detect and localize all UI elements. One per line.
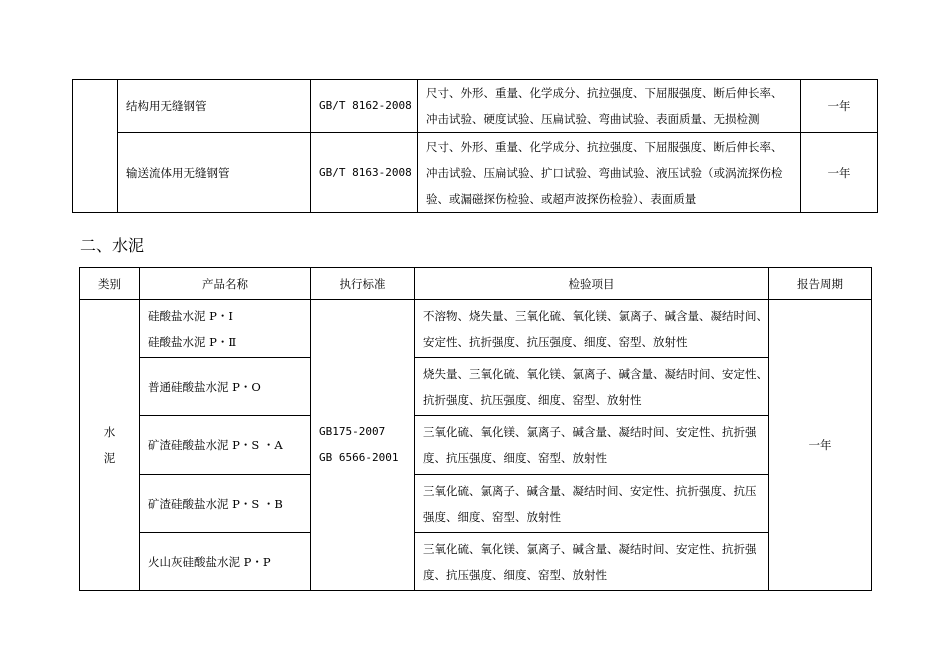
inspection-items-cell: 三氧化硫、氯离子、碱含量、凝结时间、安定性、抗折强度、抗压 强度、细度、窑型、放射性 (415, 475, 769, 533)
inspection-items-cell: 烧失量、三氧化硫、氧化镁、氯离子、碱含量、凝结时间、安定性、 抗折强度、抗压强度、细度、窑型、放射性 (415, 358, 769, 416)
inspection-items-cell: 尺寸、外形、重量、化学成分、抗拉强度、下屈服强度、断后伸长率、 冲击试验、压扁试验、扩口试验、弯曲试验、液压试验（或涡流探伤检 验、或漏磁探伤检验、或超声波探伤检验）、表面质量 (418, 133, 801, 213)
table-row (73, 133, 878, 213)
product-name-cell: 火山灰硅酸盐水泥 P・P (140, 533, 311, 591)
table-row (80, 358, 872, 416)
standard-cell: GB175-2007 GB 6566-2001 (311, 300, 415, 591)
inspection-items-cell: 三氧化硫、氧化镁、氯离子、碱含量、凝结时间、安定性、抗折强 度、抗压强度、细度、窑型、放射性 (415, 533, 769, 591)
table-row (80, 300, 872, 358)
inspection-items-cell: 三氧化硫、氧化镁、氯离子、碱含量、凝结时间、安定性、抗折强 度、抗压强度、细度、窑型、放射性 (415, 416, 769, 475)
category-cell: 水 泥 (80, 300, 140, 591)
standard-cell: GB/T 8163-2008 (311, 133, 418, 213)
product-name-cell: 输送流体用无缝钢管 (118, 133, 311, 213)
steel-pipe-table (72, 79, 878, 213)
header-category: 类别 (80, 268, 140, 300)
report-period-cell: 一年 (769, 300, 872, 591)
table-header-row (80, 268, 872, 300)
product-name-cell: 硅酸盐水泥 P・Ⅰ 硅酸盐水泥 P・Ⅱ (140, 300, 311, 358)
report-period-cell: 一年 (801, 80, 878, 133)
cement-table (79, 267, 872, 591)
report-period-cell: 一年 (801, 133, 878, 213)
table-row (73, 80, 878, 133)
product-name-cell: 矿渣硅酸盐水泥 P・S ・A (140, 416, 311, 475)
table-row (80, 533, 872, 591)
product-name-cell: 普通硅酸盐水泥 P・O (140, 358, 311, 416)
table-row (80, 475, 872, 533)
product-name-cell: 结构用无缝钢管 (118, 80, 311, 133)
header-standard: 执行标准 (311, 268, 415, 300)
category-cell (73, 80, 118, 213)
standard-cell: GB/T 8162-2008 (311, 80, 418, 133)
section-title: 二、水泥 (80, 236, 145, 255)
header-product: 产品名称 (140, 268, 311, 300)
header-items: 检验项目 (415, 268, 769, 300)
table-row (80, 416, 872, 475)
inspection-items-cell: 不溶物、烧失量、三氧化硫、氧化镁、氯离子、碱含量、凝结时间、 安定性、抗折强度、抗压强度、细度、窑型、放射性 (415, 300, 769, 358)
inspection-items-cell: 尺寸、外形、重量、化学成分、抗拉强度、下屈服强度、断后伸长率、 冲击试验、硬度试验、压扁试验、弯曲试验、表面质量、无损检测 (418, 80, 801, 133)
header-period: 报告周期 (769, 268, 872, 300)
product-name-cell: 矿渣硅酸盐水泥 P・S ・B (140, 475, 311, 533)
